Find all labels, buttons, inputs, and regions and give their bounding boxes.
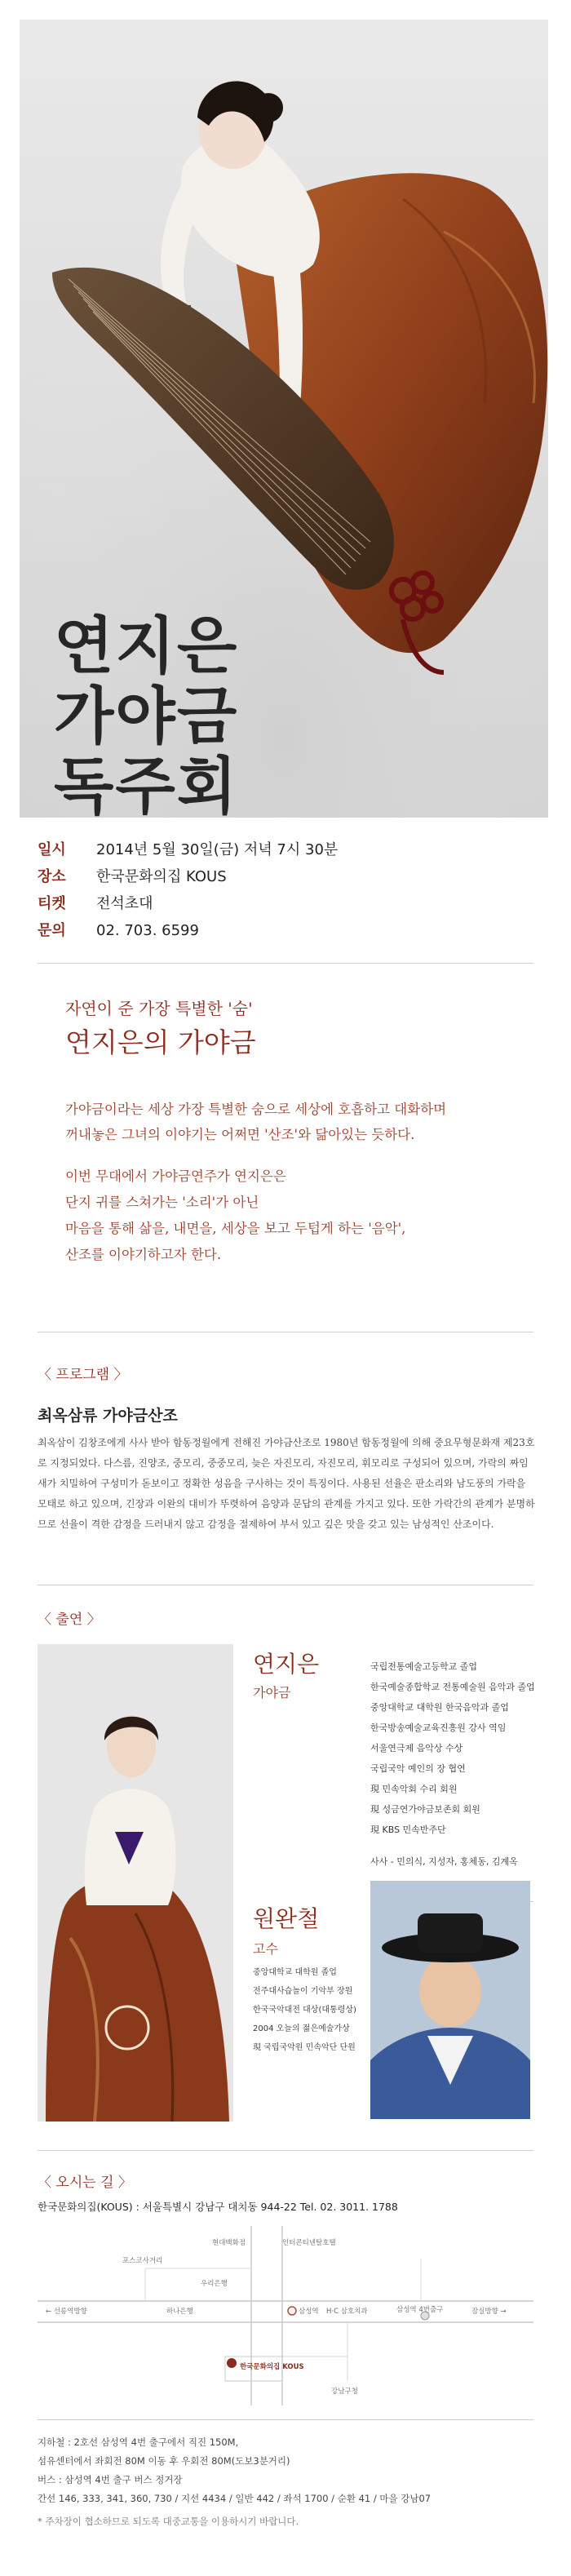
- performers-section-label: 〈 출연 〉: [38, 1612, 101, 1628]
- bio-line: 사사 - 민의식, 지성자, 홍체동, 김계옥: [370, 1856, 518, 1867]
- bio-line: 2004 오늘의 젊은예술가상: [253, 2024, 350, 2033]
- info-label: 장소: [38, 868, 66, 885]
- performer-main-bio: [370, 1656, 542, 1872]
- map-label-posco: 포스코사거리: [122, 2257, 163, 2265]
- map-label-jamsil: 잠실방향 →: [471, 2308, 507, 2316]
- performer-second-portrait: [370, 1881, 530, 2119]
- divider: [38, 963, 533, 964]
- venue-address: 한국문화의집(KOUS) : 서울특별시 강남구 대치동 944-22 Tel. 02. 3011. 1788: [38, 2201, 398, 2213]
- performer-main-name: 연지은: [253, 1651, 320, 1678]
- map-label-subway: 삼성역: [299, 2308, 319, 2316]
- map-label-seolleung: ← 선릉역방향: [46, 2308, 87, 2316]
- bio-line: 국립전통예술고등학교 졸업: [370, 1661, 478, 1672]
- bio-line: 한국국악대전 대상(대통령상): [253, 2006, 356, 2015]
- intro-para1-line2: 꺼내놓은 그녀의 이야기는 어쩌면 '산조'와 닮아있는 듯하다.: [65, 1127, 415, 1142]
- directions-line: 버스 : 삼성역 4번 출구 버스 정거장: [38, 2474, 183, 2485]
- intro-para2-line2: 단지 귀를 스쳐가는 '소리'가 아닌: [65, 1195, 259, 1210]
- bio-line: 중앙대학교 대학원 한국음악과 졸업: [370, 1702, 509, 1713]
- bio-line: 現 민속악회 수리 회원: [370, 1784, 458, 1794]
- program-description: 최옥삼이 김창조에게 사사 받아 함동정월에게 전해진 가야금산조로 1980년 함동정월에 의해 중요무형문화재 제23호로 지정되었다. 다스름, 진양조, 중모리, 중중모리, 늦은 자진모리, 자진모리, 휘모리로 구성되어 있으며, 가락의 짜임새가 치밀하여 구성미가 돋보이고 정확한 성음을 구사하는 것이 특징이다. 사용된 선율은 판소리와 남도풍의 가락을 모태로 하고 있으며, 긴장과 이완의 대비가 뚜렷하여 음양과 문답의 관계를 가지고 있다. 또한 가락간의 관계가 분명하므로 선율이 격한 감정을 드러내지 않고 감정을 절제하여 부서 있고 깊은 맛을 갖고 있는 남성적인 산조이다.: [38, 1437, 535, 1530]
- directions-line: 간선 146, 333, 341, 360, 730 / 지선 4434 / 일반 442 / 좌석 1700 / 순환 41 / 마을 강남07: [38, 2493, 432, 2504]
- directions-section-label: 〈 오시는 길 〉: [38, 2175, 132, 2191]
- performer-second-role: 고수: [253, 1941, 278, 1957]
- directions-notice: * 주차장이 협소하므로 되도록 대중교통을 이용하시기 바랍니다.: [38, 2516, 299, 2527]
- bio-line: 한국예술종합학교 전통예술원 음악과 졸업: [370, 1682, 535, 1692]
- info-label: 일시: [38, 841, 66, 858]
- info-row-ticket: [38, 894, 527, 914]
- map-label-venue: 한국문화의집 KOUS: [240, 2363, 304, 2371]
- bio-line: 국립국악 예인의 장 협연: [370, 1763, 466, 1774]
- intro-title: 연지은의 가야금: [65, 1026, 256, 1058]
- map-label-gangnam: 강남구청: [331, 2388, 358, 2396]
- map-roads: [38, 2226, 533, 2405]
- map-label-intercont: 인터콘티넨탈호텔: [282, 2239, 336, 2247]
- program-section-label: 〈 프로그램 〉: [38, 1367, 128, 1383]
- info-value: 한국문화의집 KOUS: [96, 868, 227, 885]
- performer-photo-main: [38, 1644, 233, 2122]
- map-label-bank: 하나은행: [166, 2308, 193, 2316]
- info-row-contact: [38, 921, 527, 941]
- performer-second-name: 원완철: [253, 1905, 320, 1932]
- intro-para2-line4: 산조를 이야기하고자 한다.: [65, 1247, 222, 1262]
- hero-title-line-1: 연지은: [54, 610, 239, 682]
- performer-main-portrait: [38, 1644, 233, 2122]
- map-label-woori: 우리은행: [201, 2280, 228, 2288]
- directions-line: 섬유센터에서 좌회전 80M 이동 후 우회전 80M(도보3분거리): [38, 2455, 290, 2467]
- info-row-date: [38, 840, 527, 860]
- info-row-venue: [38, 867, 527, 887]
- bio-line: 서울연극제 음악상 수상: [370, 1743, 463, 1754]
- bio-line: 現 성금연가야금보존회 회원: [370, 1804, 480, 1815]
- map-label-hyundai: 현대백화점: [212, 2239, 246, 2247]
- map: [38, 2226, 533, 2405]
- divider: [38, 2150, 533, 2151]
- map-label-hc: H·C 삼호치과: [326, 2308, 368, 2316]
- program-title: 최옥삼류 가야금산조: [38, 1407, 178, 1425]
- hero-title-line-2: 가야금: [54, 680, 239, 752]
- info-value: 전석초대: [96, 895, 153, 912]
- performer-second-bio: [253, 1963, 375, 2057]
- info-label: 티켓: [38, 895, 66, 912]
- performer-photo-second: [370, 1881, 530, 2119]
- bio-line: 한국방송예술교육진흥원 강사 역임: [370, 1723, 507, 1733]
- intro-subtitle: 자연이 준 가장 특별한 '숨': [65, 999, 253, 1018]
- performer-main-role: 가야금: [253, 1685, 291, 1700]
- hero-poster: [20, 20, 548, 818]
- bio-line: [370, 1840, 542, 1851]
- divider: [38, 2419, 533, 2420]
- intro-para2-line1: 이번 무대에서 가야금연주가 연지은은: [65, 1168, 286, 1184]
- bio-line: 전주대사습놀이 기악부 장원: [253, 1987, 353, 1996]
- bio-line: 중앙대학교 대학원 졸업: [253, 1968, 337, 1977]
- bio-line: 現 KBS 민속반주단: [370, 1824, 446, 1835]
- info-value: 02. 703. 6599: [96, 922, 199, 939]
- intro-para1-line1: 가야금이라는 세상 가장 특별한 숨으로 세상에 호흡하고 대화하며: [65, 1102, 447, 1117]
- map-label-exit4: 삼성역 4번출구: [396, 2306, 444, 2314]
- intro-para2-line3: 마음을 통해 삶을, 내면을, 세상을 보고 두텁게 하는 '음악',: [65, 1221, 406, 1236]
- info-value: 2014년 5월 30일(금) 저녁 7시 30분: [96, 841, 339, 858]
- directions-line: 지하철 : 2호선 삼성역 4번 출구에서 직진 150M,: [38, 2436, 239, 2448]
- hero-title-line-3: 독주회: [54, 750, 239, 818]
- bio-line: 現 국립국악원 민속악단 단원: [253, 2043, 356, 2052]
- info-label: 문의: [38, 922, 66, 939]
